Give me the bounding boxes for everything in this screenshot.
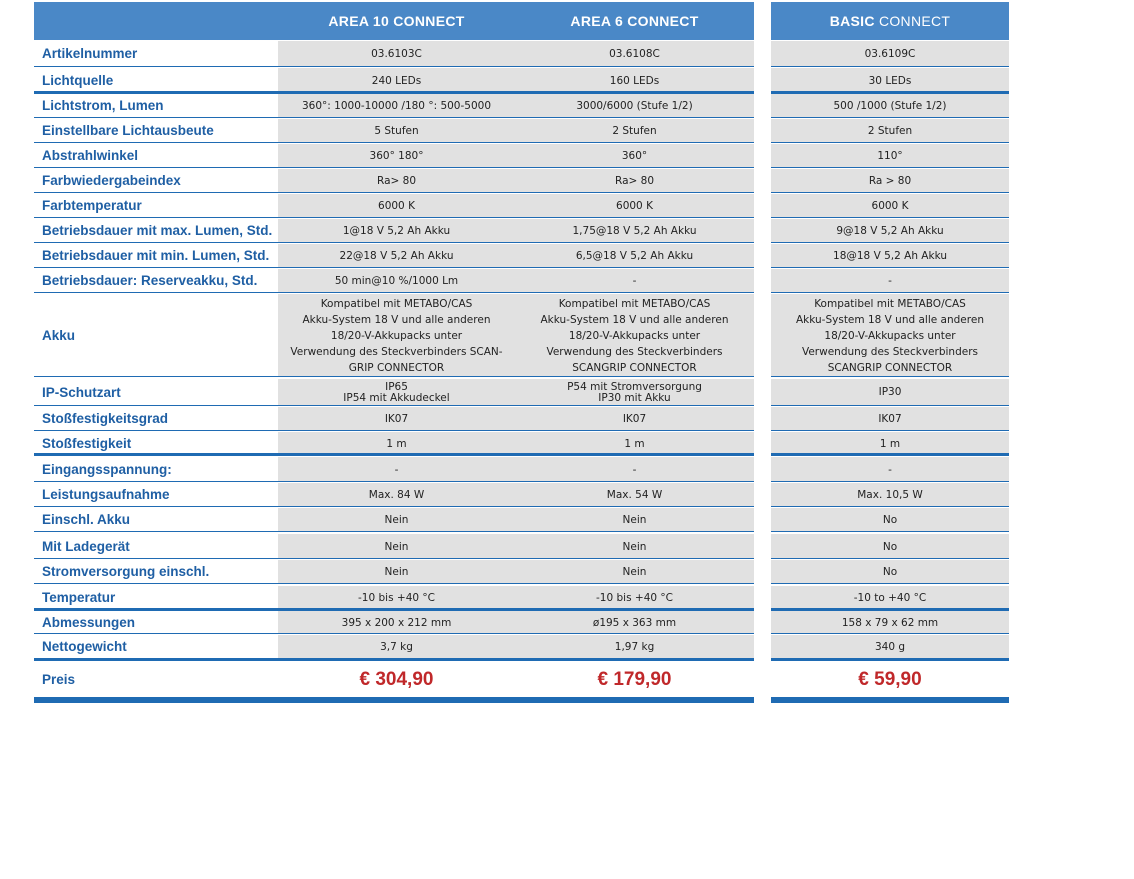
cell-area6: 1,75@18 V 5,2 Ah Akku bbox=[515, 219, 754, 243]
cell-area10: 240 LEDs bbox=[278, 68, 515, 93]
row-rule bbox=[771, 167, 1009, 168]
cell-area10: 360°: 1000-10000 /180 °: 500-5000 bbox=[278, 94, 515, 118]
cell-area6: P54 mit Stromversorgung IP30 mit Akku bbox=[515, 379, 754, 406]
cell-area6: 1 m bbox=[515, 432, 754, 455]
table-row bbox=[0, 119, 1134, 143]
row-label: Farbwiedergabeindex bbox=[34, 169, 278, 193]
cell-area10: IK07 bbox=[278, 407, 515, 431]
price-area6: € 179,90 bbox=[515, 662, 754, 698]
row-label: Leistungsaufnahme bbox=[34, 483, 278, 507]
cell-basic: No bbox=[771, 560, 1009, 584]
cell-area10: Nein bbox=[278, 560, 515, 584]
table-row bbox=[0, 457, 1134, 482]
cell-area10: Kompatibel mit METABO/CAS Akku-System 18 V und alle anderen 18/20-V-Akkupacks unter Verwendung des Steckverbinders SCAN- GRIP CONNECTOR bbox=[278, 294, 515, 377]
cell-area10: Nein bbox=[278, 534, 515, 559]
cell-area6: Kompatibel mit METABO/CAS Akku-System 18 V und alle anderen 18/20-V-Akkupacks unter Verwendung des Steckverbinders SCANGRIP CONNECTOR bbox=[515, 294, 754, 377]
row-label: Temperatur bbox=[34, 586, 278, 610]
cell-area6: 160 LEDs bbox=[515, 68, 754, 93]
row-label: Stoßfestigkeitsgrad bbox=[34, 407, 278, 431]
row-rule bbox=[34, 267, 754, 268]
row-rule bbox=[771, 583, 1009, 584]
cell-area6: 6,5@18 V 5,2 Ah Akku bbox=[515, 244, 754, 268]
table-row bbox=[0, 219, 1134, 243]
cell-basic: 158 x 79 x 62 mm bbox=[771, 611, 1009, 634]
cell-area6: 3000/6000 (Stufe 1/2) bbox=[515, 94, 754, 118]
cell-area10: -10 bis +40 °C bbox=[278, 586, 515, 610]
cell-area6: 6000 K bbox=[515, 194, 754, 218]
row-label: Stromversorgung einschl. bbox=[34, 560, 278, 584]
header-basic-bold: BASIC bbox=[829, 13, 875, 29]
cell-area6: 2 Stufen bbox=[515, 119, 754, 143]
table-row bbox=[0, 407, 1134, 431]
row-rule bbox=[34, 242, 754, 243]
cell-area10: Nein bbox=[278, 508, 515, 532]
row-rule bbox=[771, 453, 1009, 456]
row-rule bbox=[34, 117, 754, 118]
cell-area6: 360° bbox=[515, 144, 754, 168]
table-row bbox=[0, 294, 1134, 377]
cell-area10: - bbox=[278, 457, 515, 482]
cell-area6: Nein bbox=[515, 560, 754, 584]
cell-area10: 395 x 200 x 212 mm bbox=[278, 611, 515, 634]
row-rule bbox=[34, 167, 754, 168]
table-row bbox=[0, 586, 1134, 610]
cell-area10: 22@18 V 5,2 Ah Akku bbox=[278, 244, 515, 268]
cell-basic: No bbox=[771, 508, 1009, 532]
header-area6-label: AREA 6 CONNECT bbox=[570, 13, 699, 29]
row-label: Einstellbare Lichtausbeute bbox=[34, 119, 278, 143]
row-label: Mit Ladegerät bbox=[34, 534, 278, 559]
row-rule bbox=[771, 405, 1009, 406]
cell-area10: Max. 84 W bbox=[278, 483, 515, 507]
row-rule bbox=[34, 453, 754, 456]
table-row bbox=[0, 169, 1134, 193]
cell-area6: -10 bis +40 °C bbox=[515, 586, 754, 610]
cell-area6: 03.6108C bbox=[515, 41, 754, 67]
cell-area10: 1@18 V 5,2 Ah Akku bbox=[278, 219, 515, 243]
table-row bbox=[0, 244, 1134, 268]
price-row bbox=[0, 662, 1134, 698]
header-basic bbox=[771, 2, 1009, 40]
table-row bbox=[0, 508, 1134, 532]
cell-basic: 9@18 V 5,2 Ah Akku bbox=[771, 219, 1009, 243]
price-area10: € 304,90 bbox=[278, 662, 515, 698]
cell-area6: Ra> 80 bbox=[515, 169, 754, 193]
table-row bbox=[0, 94, 1134, 118]
row-rule bbox=[771, 531, 1009, 532]
row-rule bbox=[771, 481, 1009, 482]
row-label: Artikelnummer bbox=[34, 41, 278, 67]
cell-basic: Kompatibel mit METABO/CAS Akku-System 18 V und alle anderen 18/20-V-Akkupacks unter Verwendung des Steckverbinders SCANGRIP CONNECTOR bbox=[771, 294, 1009, 377]
cell-basic: 30 LEDs bbox=[771, 68, 1009, 93]
row-label: Abmessungen bbox=[34, 611, 278, 634]
row-rule bbox=[34, 506, 754, 507]
cell-area10: 5 Stufen bbox=[278, 119, 515, 143]
table-row bbox=[0, 483, 1134, 507]
row-label: Nettogewicht bbox=[34, 635, 278, 659]
row-label: Lichtstrom, Lumen bbox=[34, 94, 278, 118]
cell-area10: 03.6103C bbox=[278, 41, 515, 67]
bottom-rule-left bbox=[34, 697, 754, 703]
cell-basic: 6000 K bbox=[771, 194, 1009, 218]
price-label: Preis bbox=[34, 662, 278, 698]
cell-area10: IP65 IP54 mit Akkudeckel bbox=[278, 379, 515, 406]
table-row bbox=[0, 41, 1134, 67]
row-rule bbox=[34, 405, 754, 406]
table-row bbox=[0, 534, 1134, 559]
row-rule bbox=[34, 531, 754, 532]
cell-area10: 50 min@10 %/1000 Lm bbox=[278, 269, 515, 293]
cell-area10: 1 m bbox=[278, 432, 515, 455]
row-rule bbox=[771, 558, 1009, 559]
row-rule bbox=[34, 66, 754, 67]
row-label: Lichtquelle bbox=[34, 68, 278, 93]
cell-basic: 03.6109C bbox=[771, 41, 1009, 67]
row-label: Eingangsspannung: bbox=[34, 457, 278, 482]
row-label: Stoßfestigkeit bbox=[34, 432, 278, 455]
row-rule bbox=[34, 376, 754, 377]
row-rule bbox=[34, 583, 754, 584]
row-rule bbox=[771, 192, 1009, 193]
cell-area10: 6000 K bbox=[278, 194, 515, 218]
header-basic-light: CONNECT bbox=[874, 13, 951, 29]
header-area6 bbox=[515, 2, 754, 40]
row-label: IP-Schutzart bbox=[34, 379, 278, 406]
row-rule bbox=[771, 430, 1009, 431]
table-row bbox=[0, 560, 1134, 584]
cell-area6: 1,97 kg bbox=[515, 635, 754, 659]
row-rule bbox=[34, 192, 754, 193]
cell-area6: - bbox=[515, 269, 754, 293]
cell-basic: IK07 bbox=[771, 407, 1009, 431]
row-rule bbox=[771, 506, 1009, 507]
row-rule bbox=[34, 558, 754, 559]
table-row bbox=[0, 379, 1134, 406]
row-rule bbox=[771, 292, 1009, 293]
cell-area6: Max. 54 W bbox=[515, 483, 754, 507]
row-label: Farbtemperatur bbox=[34, 194, 278, 218]
cell-area10: Ra> 80 bbox=[278, 169, 515, 193]
cell-area10: 360° 180° bbox=[278, 144, 515, 168]
cell-basic: 500 /1000 (Stufe 1/2) bbox=[771, 94, 1009, 118]
cell-area6: ø195 x 363 mm bbox=[515, 611, 754, 634]
row-rule bbox=[34, 430, 754, 431]
row-rule bbox=[771, 633, 1009, 634]
cell-basic: 340 g bbox=[771, 635, 1009, 659]
table-row bbox=[0, 432, 1134, 455]
row-label: Betriebsdauer: Reserveakku, Std. bbox=[34, 269, 278, 293]
table-row bbox=[0, 68, 1134, 93]
table-row bbox=[0, 635, 1134, 659]
header-blank bbox=[34, 2, 278, 40]
row-label: Betriebsdauer mit max. Lumen, Std. bbox=[34, 219, 278, 243]
cell-area6: - bbox=[515, 457, 754, 482]
cell-basic: Max. 10,5 W bbox=[771, 483, 1009, 507]
header-area10-label: AREA 10 CONNECT bbox=[328, 13, 465, 29]
cell-area6: IK07 bbox=[515, 407, 754, 431]
cell-basic: IP30 bbox=[771, 379, 1009, 406]
row-rule bbox=[771, 142, 1009, 143]
cell-basic: -10 to +40 °C bbox=[771, 586, 1009, 610]
cell-basic: 18@18 V 5,2 Ah Akku bbox=[771, 244, 1009, 268]
row-label: Abstrahlwinkel bbox=[34, 144, 278, 168]
table-row bbox=[0, 144, 1134, 168]
cell-basic: 110° bbox=[771, 144, 1009, 168]
price-top-rule bbox=[771, 658, 1009, 661]
header-area10 bbox=[278, 2, 515, 40]
row-rule bbox=[771, 217, 1009, 218]
row-rule bbox=[771, 242, 1009, 243]
cell-basic: Ra > 80 bbox=[771, 169, 1009, 193]
cell-area6: Nein bbox=[515, 508, 754, 532]
row-rule bbox=[34, 217, 754, 218]
cell-basic: - bbox=[771, 457, 1009, 482]
row-rule bbox=[34, 481, 754, 482]
cell-area6: Nein bbox=[515, 534, 754, 559]
price-top-rule bbox=[34, 658, 754, 661]
row-label: Betriebsdauer mit min. Lumen, Std. bbox=[34, 244, 278, 268]
table-row bbox=[0, 611, 1134, 634]
row-rule bbox=[771, 117, 1009, 118]
row-rule bbox=[34, 633, 754, 634]
bottom-rule-right bbox=[771, 697, 1009, 703]
row-rule bbox=[34, 292, 754, 293]
row-rule bbox=[771, 66, 1009, 67]
table-row bbox=[0, 269, 1134, 293]
cell-area10: 3,7 kg bbox=[278, 635, 515, 659]
row-rule bbox=[34, 142, 754, 143]
price-basic: € 59,90 bbox=[771, 662, 1009, 698]
cell-basic: - bbox=[771, 269, 1009, 293]
cell-basic: 2 Stufen bbox=[771, 119, 1009, 143]
row-label: Akku bbox=[34, 294, 278, 377]
cell-basic: No bbox=[771, 534, 1009, 559]
cell-basic: 1 m bbox=[771, 432, 1009, 455]
row-rule bbox=[771, 267, 1009, 268]
row-rule bbox=[771, 376, 1009, 377]
row-label: Einschl. Akku bbox=[34, 508, 278, 532]
table-row bbox=[0, 194, 1134, 218]
